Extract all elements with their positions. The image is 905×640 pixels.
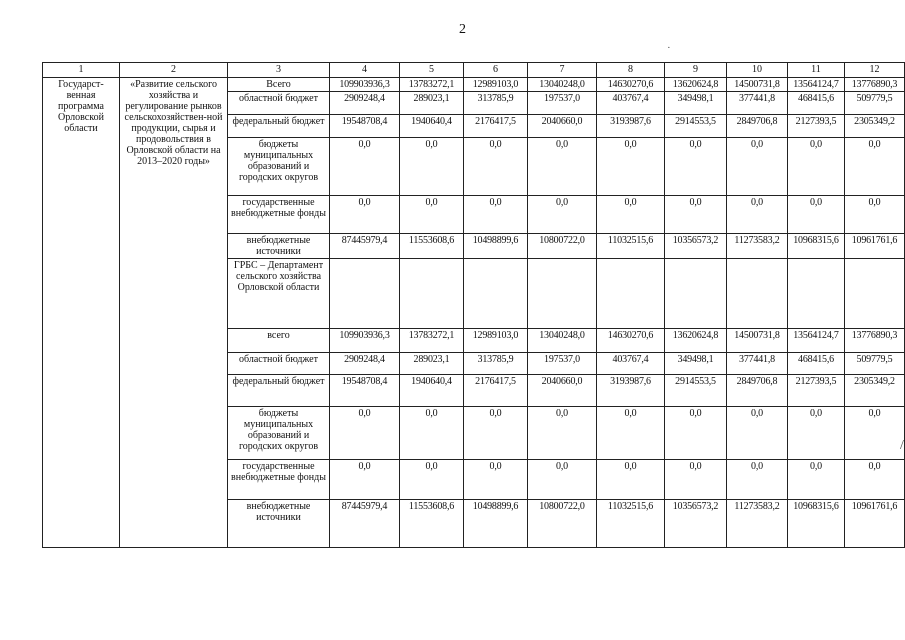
value-cell: 10498899,6 <box>464 500 528 548</box>
value-cell: 13040248,0 <box>528 329 597 353</box>
page-number: 2 <box>459 22 466 37</box>
value-cell: 0,0 <box>400 196 464 234</box>
row-label: областной бюджет <box>228 92 330 115</box>
empty-cell <box>464 259 528 329</box>
value-cell: 0,0 <box>528 196 597 234</box>
row-label: государственные внебюджетные фонды <box>228 196 330 234</box>
value-cell: 289023,1 <box>400 92 464 115</box>
header-col-3: 3 <box>228 63 330 78</box>
value-cell: 11273583,2 <box>727 234 788 259</box>
value-cell: 13620624,8 <box>665 329 727 353</box>
row-label: бюджеты муниципальных образований и городских округов <box>228 138 330 196</box>
header-col-5: 5 <box>400 63 464 78</box>
value-cell: 197537,0 <box>528 92 597 115</box>
value-cell: 0,0 <box>597 407 665 460</box>
value-cell: 2127393,5 <box>788 115 845 138</box>
value-cell: 19548708,4 <box>330 375 400 407</box>
header-col-11: 11 <box>788 63 845 78</box>
row-label: Всего <box>228 78 330 92</box>
value-cell: 197537,0 <box>528 353 597 375</box>
value-cell: 11032515,6 <box>597 500 665 548</box>
value-cell: 2305349,2 <box>845 115 905 138</box>
value-cell: 0,0 <box>400 460 464 500</box>
header-col-8: 8 <box>597 63 665 78</box>
row-label: областной бюджет <box>228 353 330 375</box>
value-cell: 0,0 <box>727 407 788 460</box>
value-cell: 403767,4 <box>597 92 665 115</box>
value-cell: 3193987,6 <box>597 375 665 407</box>
value-cell: 14500731,8 <box>727 329 788 353</box>
value-cell: 2914553,5 <box>665 115 727 138</box>
value-cell: 87445979,4 <box>330 500 400 548</box>
header-col-10: 10 <box>727 63 788 78</box>
value-cell: 10800722,0 <box>528 234 597 259</box>
value-cell: 0,0 <box>400 138 464 196</box>
empty-cell <box>727 259 788 329</box>
table-body <box>43 63 905 548</box>
value-cell: 0,0 <box>665 460 727 500</box>
value-cell: 0,0 <box>665 196 727 234</box>
value-cell: 2127393,5 <box>788 375 845 407</box>
value-cell: 289023,1 <box>400 353 464 375</box>
value-cell: 109903936,3 <box>330 329 400 353</box>
value-cell: 0,0 <box>597 460 665 500</box>
program-title-cell: «Развитие сельского хозяйства и регулирование рынков сельскохозяйствен-ной продукции, сырья и продовольствия в Орловской области на 2013–2020 годы» <box>120 78 228 548</box>
value-cell: 377441,8 <box>727 92 788 115</box>
value-cell: 13776890,3 <box>845 329 905 353</box>
value-cell: 1940640,4 <box>400 115 464 138</box>
scan-dot: · <box>667 42 671 54</box>
value-cell: 509779,5 <box>845 92 905 115</box>
value-cell: 11553608,6 <box>400 500 464 548</box>
value-cell: 2909248,4 <box>330 353 400 375</box>
empty-cell <box>528 259 597 329</box>
header-col-7: 7 <box>528 63 597 78</box>
value-cell: 0,0 <box>727 460 788 500</box>
value-cell: 0,0 <box>788 138 845 196</box>
value-cell: 0,0 <box>464 196 528 234</box>
value-cell: 0,0 <box>788 460 845 500</box>
value-cell: 349498,1 <box>665 92 727 115</box>
empty-cell <box>400 259 464 329</box>
value-cell: 13040248,0 <box>528 78 597 92</box>
value-cell: 313785,9 <box>464 92 528 115</box>
value-cell: 1940640,4 <box>400 375 464 407</box>
value-cell: 87445979,4 <box>330 234 400 259</box>
value-cell: 0,0 <box>845 407 905 460</box>
value-cell: 13620624,8 <box>665 78 727 92</box>
value-cell: 10800722,0 <box>528 500 597 548</box>
scan-tick: / <box>900 438 904 453</box>
value-cell: 0,0 <box>400 407 464 460</box>
value-cell: 2040660,0 <box>528 375 597 407</box>
value-cell: 2305349,2 <box>845 375 905 407</box>
value-cell: 0,0 <box>330 460 400 500</box>
row-label: бюджеты муниципальных образований и городских округов <box>228 407 330 460</box>
value-cell: 0,0 <box>528 460 597 500</box>
value-cell: 13776890,3 <box>845 78 905 92</box>
value-cell: 349498,1 <box>665 353 727 375</box>
value-cell: 2914553,5 <box>665 375 727 407</box>
value-cell: 13564124,7 <box>788 329 845 353</box>
empty-cell <box>665 259 727 329</box>
value-cell: 0,0 <box>788 407 845 460</box>
value-cell: 0,0 <box>845 460 905 500</box>
value-cell: 468415,6 <box>788 353 845 375</box>
header-col-9: 9 <box>665 63 727 78</box>
value-cell: 468415,6 <box>788 92 845 115</box>
value-cell: 11273583,2 <box>727 500 788 548</box>
value-cell: 2849706,8 <box>727 115 788 138</box>
value-cell: 313785,9 <box>464 353 528 375</box>
value-cell: 13564124,7 <box>788 78 845 92</box>
row-label: федеральный бюджет <box>228 115 330 138</box>
row-label: федеральный бюджет <box>228 375 330 407</box>
budget-table <box>42 62 905 548</box>
value-cell: 10356573,2 <box>665 234 727 259</box>
grbs-label: ГРБС – Департамент сельского хозяйства Орловской области <box>228 259 330 329</box>
empty-cell <box>788 259 845 329</box>
value-cell: 19548708,4 <box>330 115 400 138</box>
value-cell: 2849706,8 <box>727 375 788 407</box>
value-cell: 13783272,1 <box>400 78 464 92</box>
value-cell: 10968315,6 <box>788 234 845 259</box>
value-cell: 109903936,3 <box>330 78 400 92</box>
empty-cell <box>597 259 665 329</box>
value-cell: 0,0 <box>727 196 788 234</box>
empty-cell <box>330 259 400 329</box>
value-cell: 0,0 <box>597 138 665 196</box>
value-cell: 0,0 <box>464 138 528 196</box>
value-cell: 10356573,2 <box>665 500 727 548</box>
value-cell: 2176417,5 <box>464 375 528 407</box>
value-cell: 377441,8 <box>727 353 788 375</box>
value-cell: 0,0 <box>464 460 528 500</box>
value-cell: 2040660,0 <box>528 115 597 138</box>
value-cell: 0,0 <box>727 138 788 196</box>
value-cell: 13783272,1 <box>400 329 464 353</box>
row-label: внебюджетные источники <box>228 234 330 259</box>
value-cell: 14500731,8 <box>727 78 788 92</box>
value-cell: 0,0 <box>597 196 665 234</box>
value-cell: 2909248,4 <box>330 92 400 115</box>
value-cell: 10961761,6 <box>845 500 905 548</box>
value-cell: 2176417,5 <box>464 115 528 138</box>
table-row <box>43 78 905 92</box>
row-label: внебюджетные источники <box>228 500 330 548</box>
empty-cell <box>845 259 905 329</box>
value-cell: 0,0 <box>788 196 845 234</box>
header-col-12: 12 <box>845 63 905 78</box>
value-cell: 10968315,6 <box>788 500 845 548</box>
value-cell: 11553608,6 <box>400 234 464 259</box>
header-col-6: 6 <box>464 63 528 78</box>
value-cell: 10498899,6 <box>464 234 528 259</box>
value-cell: 0,0 <box>330 138 400 196</box>
value-cell: 3193987,6 <box>597 115 665 138</box>
row-label: государственные внебюджетные фонды <box>228 460 330 500</box>
value-cell: 0,0 <box>464 407 528 460</box>
value-cell: 0,0 <box>330 196 400 234</box>
value-cell: 14630270,6 <box>597 329 665 353</box>
program-cell: Государст-венная программа Орловской области <box>43 78 120 548</box>
value-cell: 14630270,6 <box>597 78 665 92</box>
value-cell: 0,0 <box>665 407 727 460</box>
row-label: всего <box>228 329 330 353</box>
header-col-1: 1 <box>43 63 120 78</box>
header-col-4: 4 <box>330 63 400 78</box>
value-cell: 0,0 <box>665 138 727 196</box>
value-cell: 0,0 <box>845 196 905 234</box>
value-cell: 0,0 <box>845 138 905 196</box>
value-cell: 0,0 <box>528 138 597 196</box>
value-cell: 403767,4 <box>597 353 665 375</box>
header-row <box>43 63 905 78</box>
value-cell: 12989103,0 <box>464 329 528 353</box>
value-cell: 0,0 <box>528 407 597 460</box>
value-cell: 509779,5 <box>845 353 905 375</box>
value-cell: 10961761,6 <box>845 234 905 259</box>
header-col-2: 2 <box>120 63 228 78</box>
value-cell: 0,0 <box>330 407 400 460</box>
value-cell: 11032515,6 <box>597 234 665 259</box>
value-cell: 12989103,0 <box>464 78 528 92</box>
